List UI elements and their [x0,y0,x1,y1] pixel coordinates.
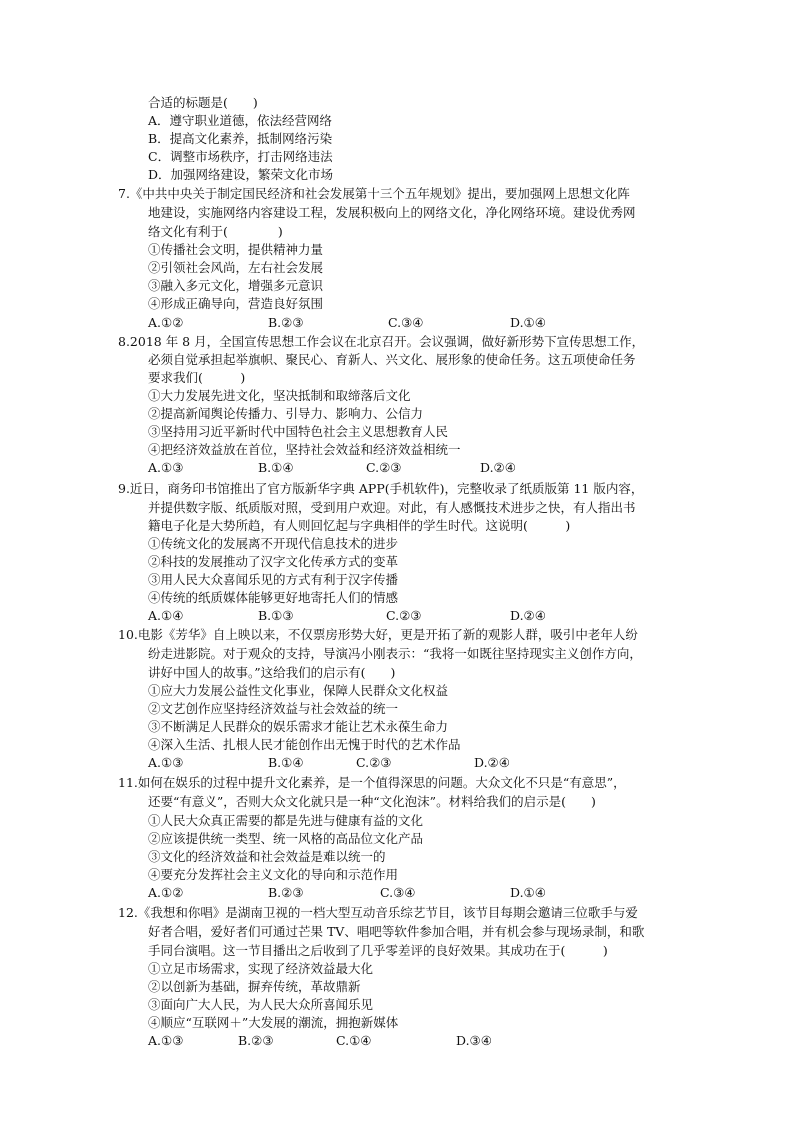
q8-stem-line: 8.2018 年 8 月，全国宣传思想工作会议在北京召开。会议强调，做好新形势下宣传思想工作， [118,334,645,349]
q7-choice-d: D.①④ [510,315,546,330]
q12-choice-d: D.③④ [456,1033,492,1048]
q12-choice-c: C.①④ [336,1033,372,1048]
q11-stem-line: 还要“有意义”，否则大众文化就只是一种“文化泡沫”。材料给我们的启示是( ) [148,794,596,809]
q7-choice-c: C.③④ [388,315,424,330]
q12-stem-line: 好者合唱，爱好者们可通过芒果 TV、唱吧等软件参加合唱，并有机会参与现场录制，和歌 [148,924,645,939]
q12-stem-line: 12.《我想和你唱》是湖南卫视的一档大型互动音乐综艺节目，该节目每期会邀请三位歌手与爱 [118,905,638,920]
q7-choice-a: A.①② [148,315,184,330]
q6-option-b: B．提高文化素养，抵制网络污染 [148,131,333,146]
q8-choice-a: A.①③ [148,460,184,475]
q10-choice-d: D.②④ [474,755,510,770]
q11-choice-b: B.②③ [268,885,304,900]
q9-choice-c: C.②③ [386,608,422,623]
q10-choice-b: B.①④ [268,755,304,770]
q6-option-c: C．调整市场秩序，打击网络违法 [148,149,333,164]
q11-stem-line: 11.如何在娱乐的过程中提升文化素养，是一个值得深思的问题。大众文化不只是“有意思”， [118,775,626,790]
q9-choice-d: D.②④ [510,608,546,623]
q7-stem-line: 7.《中共中央关于制定国民经济和社会发展第十三个五年规划》提出，要加强网上思想文化阵 [118,186,630,201]
q9-choice-b: B.①③ [258,608,294,623]
q6-stem-continuation: 合适的标题是( ) [148,95,258,110]
q7-item: ②引领社会风尚，左右社会发展 [148,260,324,275]
q10-item: ③不断满足人民群众的娱乐需求才能让艺术永葆生命力 [148,719,449,734]
q9-item: ①传统文化的发展离不开现代信息技术的进步 [148,536,399,551]
q8-item: ②提高新闻舆论传播力、引导力、影响力、公信力 [148,406,424,421]
q8-item: ①大力发展先进文化，坚决抵制和取缔落后文化 [148,388,411,403]
q7-item: ①传播社会文明，提供精神力量 [148,242,324,257]
q11-item: ②应该提供统一类型、统一风格的高品位文化产品 [148,831,424,846]
q8-item: ④把经济效益放在首位，坚持社会效益和经济效益相统一 [148,442,461,457]
q12-stem-line: 手同台演唱。这一节目播出之后收到了几乎零差评的良好效果。其成功在于( ) [148,943,608,958]
q8-stem-line: 要求我们( ) [148,370,246,385]
q7-choice-b: B.②③ [268,315,304,330]
q12-choice-b: B.②③ [238,1033,274,1048]
q10-item: ①应大力发展公益性文化事业，保障人民群众文化权益 [148,683,449,698]
q9-stem-line: 籍电子化是大势所趋，有人则回忆起与字典相伴的学生时代。这说明( ) [148,518,571,533]
q12-item: ③面向广大人民，为人民大众所喜闻乐见 [148,997,374,1012]
q7-stem-line: 地建设，实施网络内容建设工程，发展积极向上的网络文化，净化网络环境。建设优秀网 [148,205,636,220]
q8-choice-b: B.①④ [258,460,294,475]
q7-stem-line: 络文化有利于( ) [148,224,283,239]
q10-stem-line: 纷走进影院。对于观众的支持，导演冯小刚表示：“我将一如既往坚持现实主义创作方向， [148,646,642,661]
q12-item: ①立足市场需求，实现了经济效益最大化 [148,961,374,976]
q8-choice-c: C.②③ [366,460,402,475]
q7-item: ③融入多元文化，增强多元意识 [148,278,324,293]
q9-stem-line: 9.近日，商务印书馆推出了官方版新华字典 APP(手机软件)，完整收录了纸质版第 11 版内容， [118,481,644,496]
q11-choice-d: D.①④ [510,885,546,900]
q12-item: ④顺应“互联网＋”大发展的潮流，拥抱新媒体 [148,1015,399,1030]
q9-choice-a: A.①④ [148,608,184,623]
q10-item: ②文艺创作应坚持经济效益与社会效益的统一 [148,701,399,716]
q12-choice-a: A.①③ [148,1033,184,1048]
q11-choice-a: A.①② [148,885,184,900]
q11-choice-c: C.③④ [380,885,416,900]
q12-item: ②以创新为基础，摒弃传统，革故鼎新 [148,979,361,994]
q9-item: ③用人民大众喜闻乐见的方式有利于汉字传播 [148,572,399,587]
q11-item: ③文化的经济效益和社会效益是难以统一的 [148,849,386,864]
q8-stem-line: 必须自觉承担起举旗帜、聚民心、育新人、兴文化、展形象的使命任务。这五项使命任务 [148,352,636,367]
q10-item: ④深入生活、扎根人民才能创作出无愧于时代的艺术作品 [148,737,461,752]
q9-stem-line: 并提供数字版、纸质版对照，受到用户欢迎。对此，有人感慨技术进步之快，有人指出书 [148,500,636,515]
q11-item: ④要充分发挥社会主义文化的导向和示范作用 [148,867,399,882]
q6-option-d: D．加强网络建设，繁荣文化市场 [148,167,334,182]
q9-item: ②科技的发展推动了汉字文化传承方式的变革 [148,554,399,569]
q11-item: ①人民大众真正需要的都是先进与健康有益的文化 [148,813,424,828]
q6-option-a: A．遵守职业道德，依法经营网络 [148,113,333,128]
q10-stem-line: 10.电影《芳华》自上映以来，不仅票房形势大好，更是开拓了新的观影人群，吸引中老年人纷 [118,627,638,642]
q8-item: ③坚持用习近平新时代中国特色社会主义思想教育人民 [148,424,449,439]
q8-choice-d: D.②④ [480,460,516,475]
q7-item: ④形成正确导向，营造良好氛围 [148,296,324,311]
q10-choice-a: A.①③ [148,755,184,770]
q9-item: ④传统的纸质媒体能够更好地寄托人们的情感 [148,590,399,605]
q10-choice-c: C.②③ [356,755,392,770]
q10-stem-line: 讲好中国人的故事。”这给我们的启示有( ) [148,665,396,680]
